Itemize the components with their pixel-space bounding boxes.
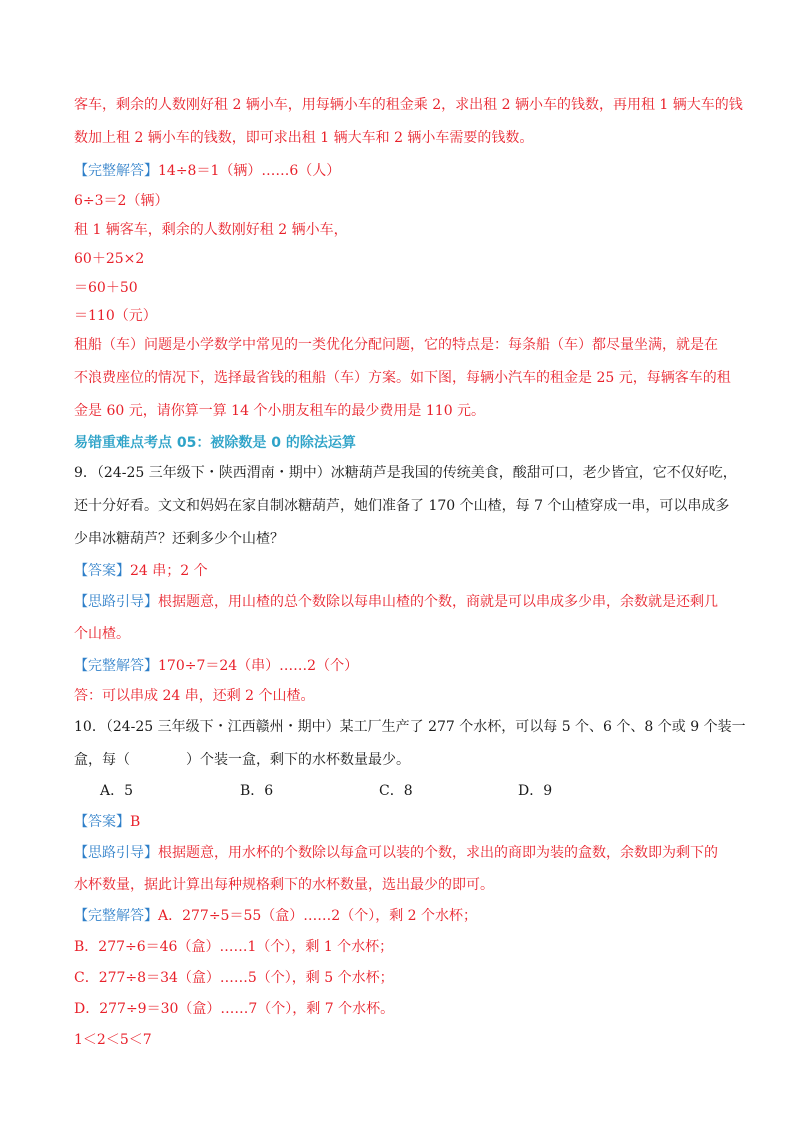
- q10-hint-row: [74, 843, 718, 863]
- q10-hint-tag: 【思路引导】: [74, 845, 158, 861]
- q10-answer-text: B: [130, 814, 141, 830]
- q10-solution-row: [74, 906, 477, 926]
- prev-conclusion-line-3: 金是 60 元，请你算一算 14 个小朋友租车的最少费用是 110 元。: [74, 403, 486, 419]
- q10-option-d: D．9: [518, 783, 553, 799]
- q9-solution-text: 170÷7＝24（串）……2（个）: [158, 658, 359, 674]
- q10-solution-line-d: D．277÷9＝30（盒）……7（个），剩 7 个水杯。: [74, 1001, 395, 1017]
- q10-hint-line-2: 水杯数量，据此计算出每种规格剩下的水杯数量，选出最少的即可。: [74, 877, 494, 893]
- q9-hint-tag: 【思路引导】: [74, 594, 158, 610]
- q9-line-3: 少串冰糖葫芦？还剩多少个山楂？: [74, 531, 284, 547]
- prev-conclusion-line-2: 不浪费座位的情况下，选择最省钱的租船（车）方案。如下图，每辆小汽车的租金是 25 元，每辆客车的租: [74, 370, 731, 386]
- prev-answer-text: 14÷8＝1（辆）……6（人）: [158, 163, 341, 179]
- prev-answer-line-1: 6÷3＝2（辆）: [74, 193, 169, 209]
- q10-answer-tag: 【答案】: [74, 814, 130, 830]
- q9-final-answer: 答：可以串成 24 串，还剩 2 个山楂。: [74, 688, 315, 704]
- q10-answer-row: [74, 812, 140, 832]
- prev-answer-line-3: 60＋25×2: [74, 251, 145, 267]
- prev-conclusion-line-1: 租船（车）问题是小学数学中常见的一类优化分配问题，它的特点是：每条船（车）都尽量坐满，就是在: [74, 337, 718, 353]
- prev-analysis-line-1: 客车，剩余的人数刚好租 2 辆小车，用每辆小车的租金乘 2，求出租 2 辆小车的钱数，再用租 1 辆大车的钱: [74, 97, 743, 113]
- q10-option-a: A．5: [100, 783, 134, 799]
- q10-solution-line-c: C．277÷8＝34（盒）……5（个），剩 5 个水杯；: [74, 970, 394, 986]
- prev-answer-line-2: 租 1 辆客车，剩余的人数刚好租 2 辆小车，: [74, 222, 348, 238]
- q9-answer-row: [74, 561, 208, 581]
- prev-answer-tag: 【完整解答】: [74, 163, 158, 179]
- q9-solution-tag: 【完整解答】: [74, 658, 158, 674]
- q9-solution-row: [74, 656, 358, 676]
- q9-hint-row: [74, 592, 718, 612]
- q9-answer-text: 24 串；2 个: [130, 563, 208, 579]
- q10-hint-text: 根据题意，用水杯的个数除以每盒可以装的个数，求出的商即为装的盒数，余数即为剩下的: [158, 845, 718, 861]
- q9-answer-tag: 【答案】: [74, 563, 130, 579]
- q9-line-2: 还十分好看。文文和妈妈在家自制冰糖葫芦，她们准备了 170 个山楂，每 7 个山楂穿成一串，可以串成多: [74, 498, 730, 514]
- q9-hint-text: 根据题意，用山楂的总个数除以每串山楂的个数，商就是可以串成多少串，余数就是还剩几: [158, 594, 718, 610]
- q9-hint-line-2: 个山楂。: [74, 626, 130, 642]
- q10-option-c: C．8: [379, 783, 413, 799]
- q10-solution-text: A．277÷5＝55（盒）……2（个），剩 2 个水杯；: [158, 908, 477, 924]
- prev-analysis-line-2: 数加上租 2 辆小车的钱数，即可求出租 1 辆大车和 2 辆小车需要的钱数。: [74, 130, 534, 146]
- q10-solution-tag: 【完整解答】: [74, 908, 158, 924]
- q10-option-b: B．6: [240, 783, 274, 799]
- q10-solution-line-b: B．277÷6＝46（盒）……1（个），剩 1 个水杯；: [74, 939, 394, 955]
- prev-answer-line-4: ＝60＋50: [74, 280, 138, 296]
- q10-line-2: 盒，每（ ）个装一盒，剩下的水杯数量最少。: [74, 752, 410, 768]
- prev-answer-line-5: ＝110（元）: [74, 308, 157, 324]
- prev-answer-row: [74, 161, 340, 181]
- q10-line-1: 10．（24-25 三年级下・江西赣州・期中）某工厂生产了 277 个水杯，可以每 5 个、6 个、8 个或 9 个装一: [74, 719, 746, 735]
- section-heading: 易错重难点考点 05：被除数是 0 的除法运算: [74, 435, 356, 451]
- q10-comparison: 1＜2＜5＜7: [74, 1032, 152, 1048]
- q9-line-1: 9．（24-25 三年级下・陕西渭南・期中）冰糖葫芦是我国的传统美食，酸甜可口，老少皆宜，它不仅好吃，: [74, 465, 737, 481]
